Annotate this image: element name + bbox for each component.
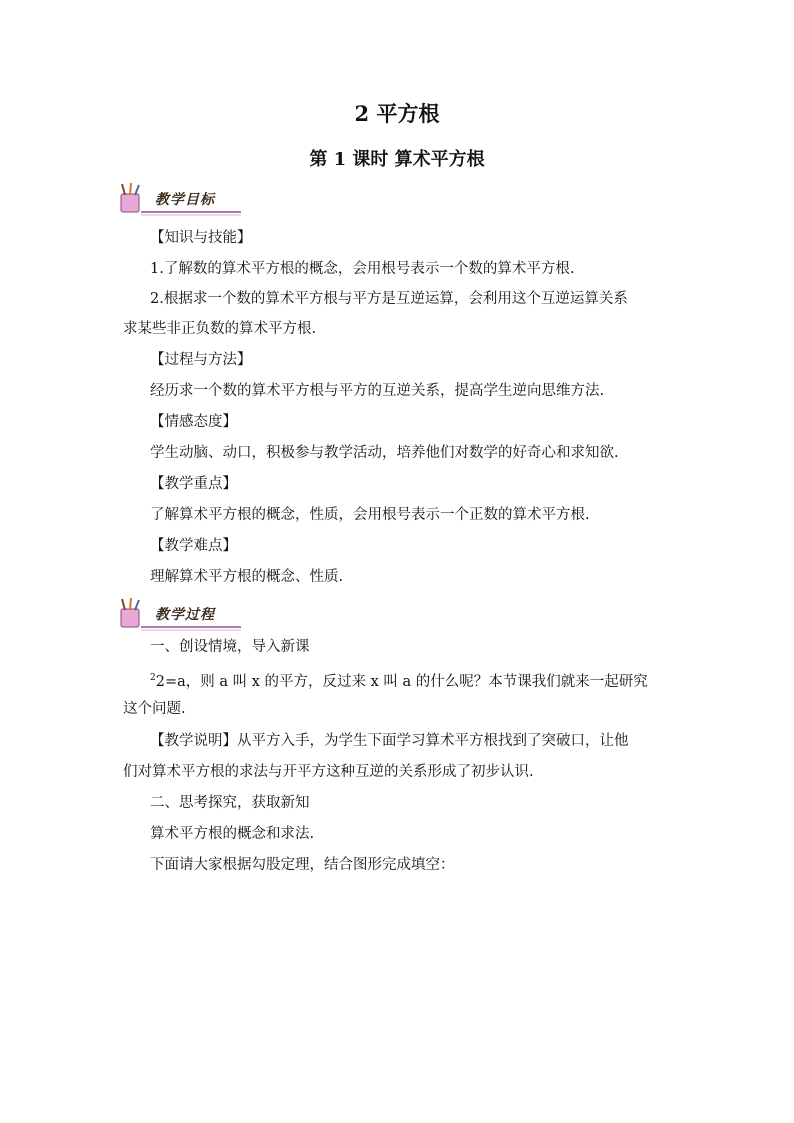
step1-line1-text: 2=a，则 a 叫 x 的平方，反过来 x 叫 a 的什么呢？本节课我们就来一起研究: [155, 673, 648, 690]
attitude-item: 学生动脑、动口，积极参与教学活动，培养他们对数学的好奇心和求知欲.: [150, 445, 619, 461]
attitude-heading: 【情感态度】: [150, 414, 237, 430]
teaching-note-line2: 们对算术平方根的求法与开平方这种互逆的关系形成了初步认识.: [123, 764, 534, 780]
key-point-item: 了解算术平方根的概念，性质，会用根号表示一个正数的算术平方根.: [150, 507, 590, 523]
knowledge-item-2a: 2.根据求一个数的算术平方根与平方是互逆运算，会利用这个互逆运算关系: [150, 291, 628, 307]
knowledge-item-2b: 求某些非正负数的算术平方根.: [123, 321, 317, 337]
step1-line2: 这个问题.: [123, 701, 186, 717]
teaching-note-line1: 【教学说明】从平方入手，为学生下面学习算术平方根找到了突破口，让他: [150, 733, 629, 749]
step2-line1: 算术平方根的概念和求法.: [150, 826, 315, 842]
difficult-point-item: 理解算术平方根的概念、性质.: [150, 569, 344, 585]
page-title: 2 平方根: [354, 101, 440, 126]
step1-line1: [150, 668, 648, 692]
key-point-heading: 【教学重点】: [150, 476, 237, 492]
section-header-process: [117, 597, 243, 631]
process-method-item: 经历求一个数的算术平方根与平方的互逆关系，提高学生逆向思维方法.: [150, 383, 605, 399]
section-label-objectives: 教学目标: [155, 192, 215, 208]
lesson-subtitle: 第 1 课时 算术平方根: [309, 149, 485, 170]
section-header-objectives: [117, 182, 243, 216]
step2-line2: 下面请大家根据勾股定理，结合图形完成填空：: [150, 857, 455, 873]
knowledge-item-1: 1.了解数的算术平方根的概念，会用根号表示一个数的算术平方根.: [150, 261, 575, 277]
section-label-process: 教学过程: [155, 607, 215, 623]
step2-heading: 二、思考探究，获取新知: [150, 795, 310, 811]
process-method-heading: 【过程与方法】: [150, 352, 252, 368]
knowledge-heading: 【知识与技能】: [150, 230, 252, 246]
difficult-point-heading: 【教学难点】: [150, 538, 237, 554]
superscript: 2: [150, 673, 156, 683]
step1-heading: 一、创设情境，导入新课: [150, 639, 310, 655]
